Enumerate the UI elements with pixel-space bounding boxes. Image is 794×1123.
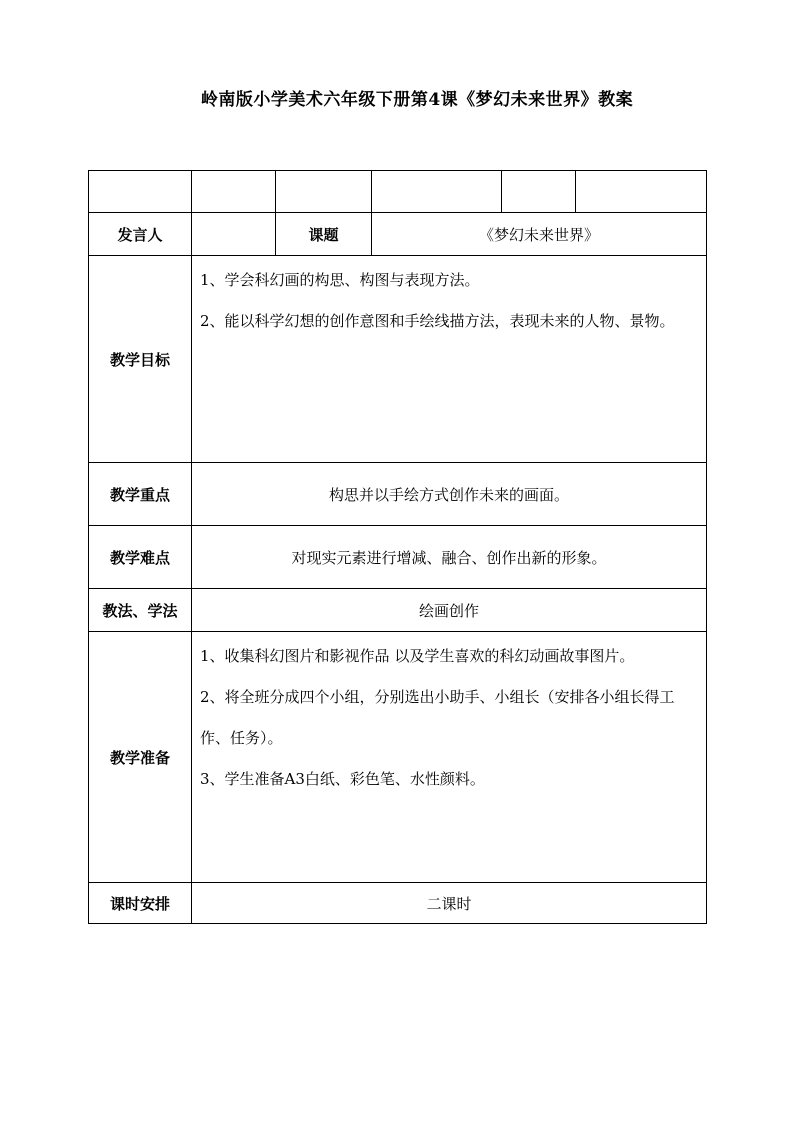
hours-label: 课时安排 <box>89 883 192 924</box>
prep-label: 教学准备 <box>89 632 192 883</box>
keypoint-value: 构思并以手绘方式创作未来的画面。 <box>192 463 707 526</box>
blank-cell <box>89 171 192 213</box>
lesson-plan-table <box>88 170 707 924</box>
method-value: 绘画创作 <box>192 589 707 632</box>
hours-row <box>89 883 707 924</box>
prep-row <box>89 632 707 883</box>
hours-value: 二课时 <box>192 883 707 924</box>
speaker-topic-row <box>89 213 707 256</box>
prep-item: 3、学生准备A3白纸、彩色笔、水性颜料。 <box>200 770 485 788</box>
objectives-label <box>89 256 192 463</box>
blank-cell <box>502 171 576 213</box>
objectives-label-text: 教学目标 <box>109 350 170 369</box>
method-row <box>89 589 707 632</box>
header-blank-row <box>89 171 707 213</box>
blank-cell <box>372 171 502 213</box>
objective-item: 1、学会科幻画的构思、构图与表现方法。 <box>200 271 480 289</box>
document-title: 岭南版小学美术六年级下册第4课《梦幻未来世界》教案 <box>200 90 634 110</box>
objective-item: 2、能以科学幻想的创作意图和手绘线描方法，表现未来的人物、景物。 <box>200 312 675 330</box>
difficulty-value: 对现实元素进行增减、融合、创作出新的形象。 <box>192 526 707 589</box>
blank-cell <box>192 171 276 213</box>
difficulty-row <box>89 526 707 589</box>
objectives-content <box>192 256 707 463</box>
keypoint-row <box>89 463 707 526</box>
speaker-label: 发言人 <box>89 213 192 256</box>
difficulty-label: 教学难点 <box>89 526 192 589</box>
topic-value: 《梦幻未来世界》 <box>372 213 707 256</box>
speaker-value <box>192 213 276 256</box>
prep-content <box>192 632 707 883</box>
method-label: 教法、学法 <box>89 589 192 632</box>
topic-label: 课题 <box>276 213 372 256</box>
objectives-row <box>89 256 707 463</box>
prep-item: 1、收集科幻图片和影视作品 以及学生喜欢的科幻动画故事图片。 <box>200 647 635 665</box>
blank-cell <box>276 171 372 213</box>
keypoint-label: 教学重点 <box>89 463 192 526</box>
prep-item: 2、将全班分成四个小组，分别选出小助手、小组长（安排各小组长得工作、任务）。 <box>200 688 675 747</box>
blank-cell <box>576 171 707 213</box>
